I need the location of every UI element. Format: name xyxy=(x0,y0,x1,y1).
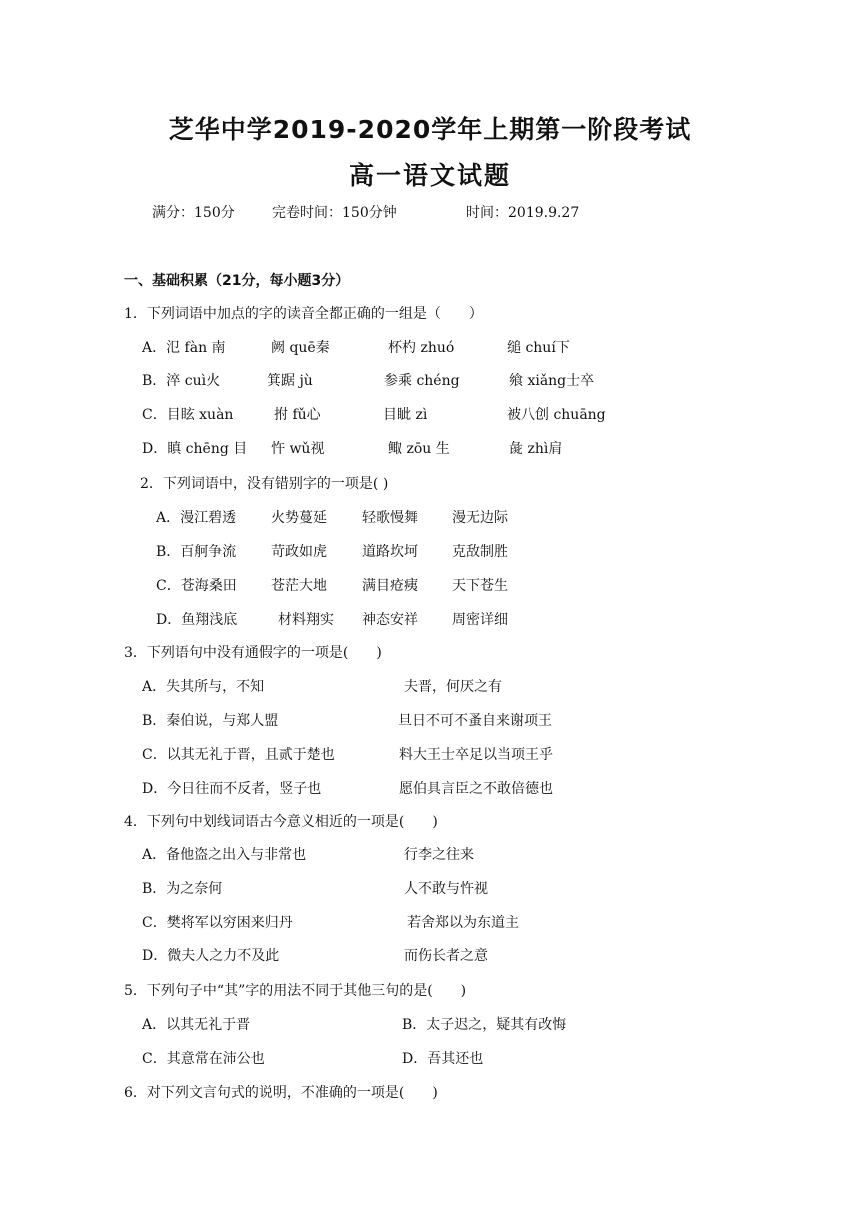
q2-option-d-2: 材料翔实 xyxy=(278,612,334,628)
q2-option-c-2: 苍茫大地 xyxy=(271,578,327,594)
question-6-stem: 6．对下列文言句式的说明，不准确的一项是( ) xyxy=(124,1085,438,1101)
q3-option-a-1: A．失其所与，不知 xyxy=(142,679,265,695)
q2-option-a-1: A．漫江碧透 xyxy=(156,510,237,526)
q4-option-c-2: 若舍郑以为东道主 xyxy=(407,915,519,931)
q2-option-c-1: C．苍海桑田 xyxy=(156,578,237,594)
q1-option-b-1: B．淬 cuì火 xyxy=(142,373,221,389)
q1-option-d-1: D．瞋 chēng 目 xyxy=(142,441,248,457)
q1-option-b-3: 参乘 chéng xyxy=(384,373,460,389)
question-1-stem: 1．下列词语中加点的字的读音全都正确的一组是（ ） xyxy=(124,306,483,322)
q1-option-a-1: A．氾 fàn 南 xyxy=(142,340,226,356)
exam-date: 时间：2019.9.27 xyxy=(466,205,580,221)
q1-option-a-4: 缒 chuí下 xyxy=(507,340,570,356)
q4-option-a-2: 行李之往来 xyxy=(404,847,474,863)
question-5-stem: 5．下列句子中“其”字的用法不同于其他三句的是( ) xyxy=(124,983,467,999)
q3-option-b-2: 旦日不可不蚤自来谢项王 xyxy=(398,713,552,729)
q2-option-d-4: 周密详细 xyxy=(452,612,508,628)
question-4-stem: 4．下列句中划线词语古今意义相近的一项是( ) xyxy=(124,814,438,830)
q2-option-d-1: D．鱼翔浅底 xyxy=(156,612,238,628)
q5-option-d: D．吾其还也 xyxy=(402,1051,484,1067)
q5-option-a: A．以其无礼于晋 xyxy=(142,1017,251,1033)
q1-option-c-3: 目眦 zì xyxy=(383,407,428,423)
q5-option-c: C．其意常在沛公也 xyxy=(142,1051,265,1067)
q1-option-a-2: 阙 quē秦 xyxy=(271,340,330,356)
q2-option-c-3: 满目疮痍 xyxy=(362,578,418,594)
q4-option-d-2: 而伤长者之意 xyxy=(404,948,488,964)
q2-option-b-3: 道路坎坷 xyxy=(362,544,418,560)
q4-option-d-1: D．微夫人之力不及此 xyxy=(142,948,280,964)
q1-option-b-4: 飨 xiǎng士卒 xyxy=(509,373,595,389)
section-1-heading: 一、基础积累（21分，每小题3分） xyxy=(124,273,350,289)
q2-option-b-2: 苛政如虎 xyxy=(271,544,327,560)
q3-option-b-1: B．秦伯说，与郑人盟 xyxy=(142,713,279,729)
q1-option-a-3: 杯杓 zhuó xyxy=(388,340,455,356)
q4-option-b-1: B．为之奈何 xyxy=(142,881,223,897)
q3-option-d-1: D．今日往而不反者，竖子也 xyxy=(142,781,322,797)
q1-option-b-2: 箕踞 jù xyxy=(267,373,313,389)
q3-option-c-2: 料大王士卒足以当项王乎 xyxy=(399,747,553,763)
q4-option-b-2: 人不敢与忤视 xyxy=(404,881,488,897)
q1-option-d-4: 彘 zhì肩 xyxy=(509,441,563,457)
q1-option-c-4: 被八创 chuāng xyxy=(507,407,606,423)
q2-option-a-3: 轻歌慢舞 xyxy=(362,510,418,526)
question-2-stem: 2．下列词语中，没有错别字的一项是( ) xyxy=(140,476,389,492)
q4-option-a-1: A．备他盗之出入与非常也 xyxy=(142,847,307,863)
q1-option-c-2: 拊 fǔ心 xyxy=(274,407,321,423)
q3-option-d-2: 愿伯具言臣之不敢倍德也 xyxy=(399,781,553,797)
full-score: 满分：150分 xyxy=(152,205,235,221)
q4-option-c-1: C．樊将军以穷困来归丹 xyxy=(142,915,293,931)
q2-option-b-4: 克敌制胜 xyxy=(452,544,508,560)
q3-option-c-1: C．以其无礼于晋，且贰于楚也 xyxy=(142,747,335,763)
q1-option-c-1: C．目眩 xuàn xyxy=(142,407,234,423)
q2-option-a-2: 火势蔓延 xyxy=(271,510,327,526)
question-3-stem: 3．下列语句中没有通假字的一项是( ) xyxy=(124,645,382,661)
q1-option-d-3: 鲰 zōu 生 xyxy=(388,441,450,457)
q2-option-c-4: 天下苍生 xyxy=(452,578,508,594)
exam-subtitle: 高一语文试题 xyxy=(348,161,511,190)
q5-option-b: B．太子迟之，疑其有改悔 xyxy=(402,1017,567,1033)
q2-option-d-3: 神态安祥 xyxy=(362,612,418,628)
exam-title: 芝华中学2019-2020学年上期第一阶段考试 xyxy=(168,115,692,144)
q1-option-d-2: 忤 wǔ视 xyxy=(271,441,325,457)
q3-option-a-2: 夫晋，何厌之有 xyxy=(404,679,502,695)
q2-option-a-4: 漫无边际 xyxy=(452,510,508,526)
exam-duration: 完卷时间：150分钟 xyxy=(272,205,397,221)
q2-option-b-1: B．百舸争流 xyxy=(156,544,237,560)
